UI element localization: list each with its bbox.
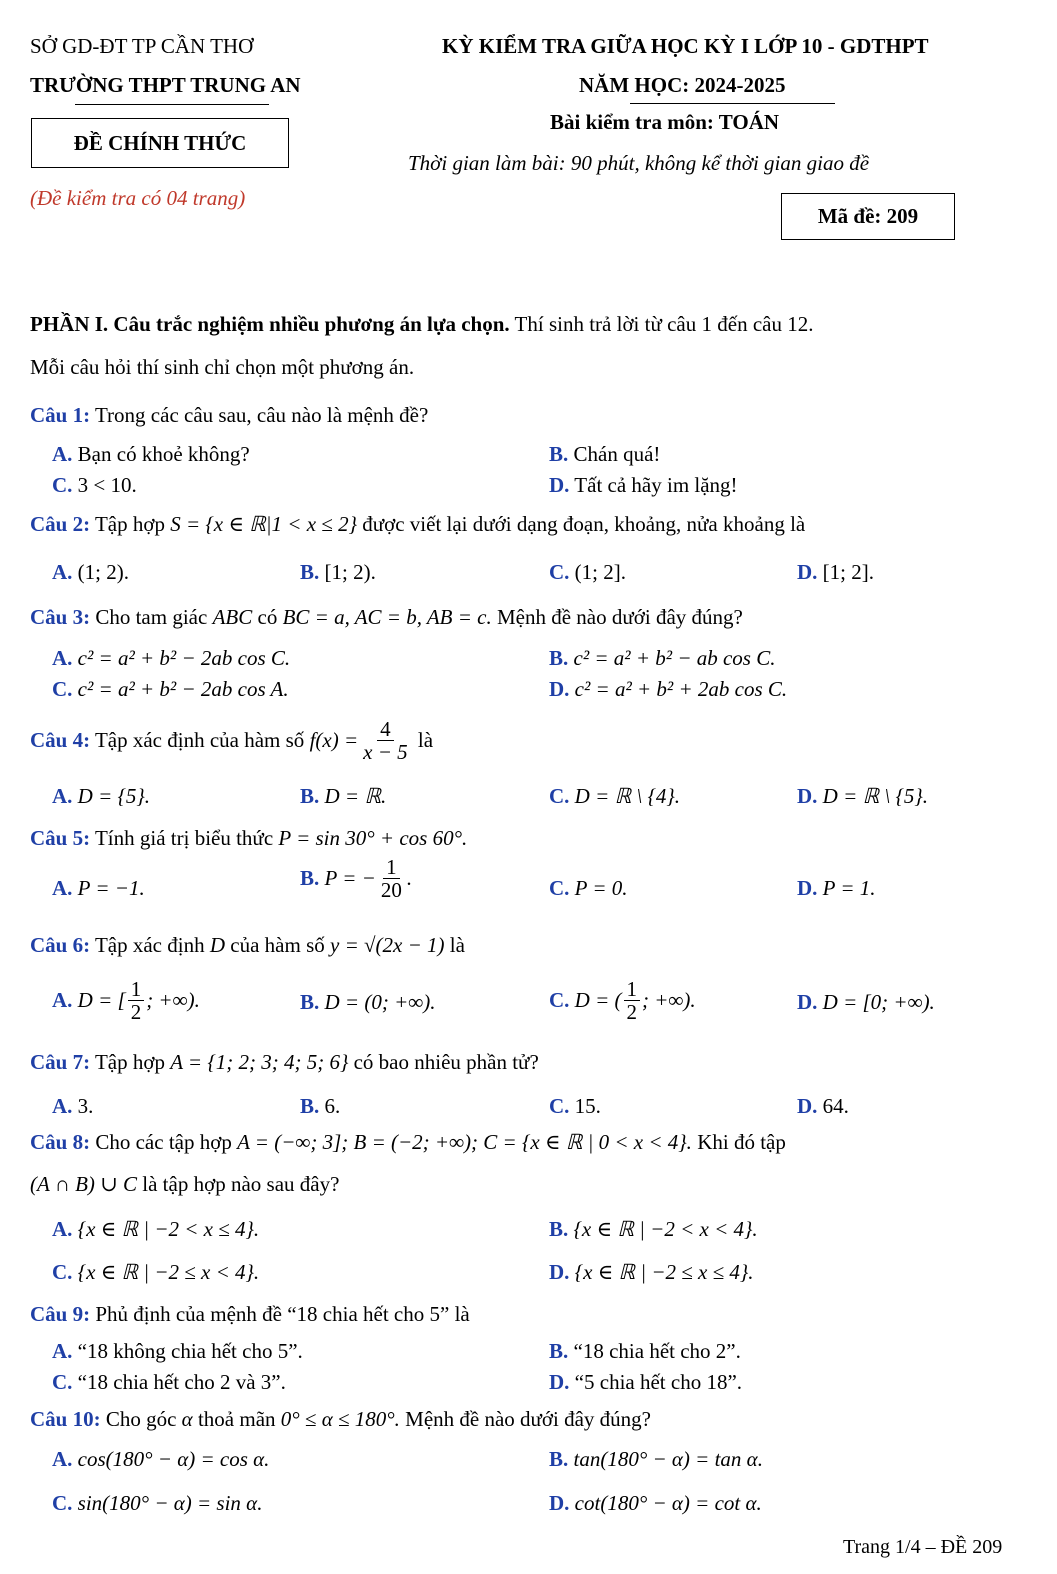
question-6: Câu 6: Tập xác định D của hàm số y = √(2x − 1) là — [30, 933, 465, 957]
q1-label: Câu 1: — [30, 403, 91, 427]
q3-option-d[interactable]: D. c² = a² + b² + 2ab cos C. — [549, 677, 788, 701]
question-10: Câu 10: Cho góc α thoả mãn 0° ≤ α ≤ 180°. Mệnh đề nào dưới đây đúng? — [30, 1407, 651, 1431]
q3-option-c[interactable]: C. c² = a² + b² − 2ab cos A. — [52, 677, 289, 701]
q5-option-d[interactable]: D. P = 1. — [797, 876, 876, 900]
q6-label: Câu 6: — [30, 933, 91, 957]
official-label: ĐỀ CHÍNH THỨC — [73, 130, 247, 155]
question-8-line-2: (A ∩ B) ∪ C là tập hợp nào sau đây? — [30, 1172, 340, 1196]
q7-option-d[interactable]: D. 64. — [797, 1094, 849, 1118]
question-3: Câu 3: Cho tam giác ABC có BC = a, AC = b, AB = c. Mệnh đề nào dưới đây đúng? — [30, 605, 743, 629]
q2-set: S = {x ∈ ℝ|1 < x ≤ 2} — [170, 512, 357, 536]
q10-option-d[interactable]: D. cot(180° − α) = cot α. — [549, 1491, 762, 1515]
q2-label: Câu 2: — [30, 512, 91, 536]
question-5: Câu 5: Tính giá trị biểu thức P = sin 30° + cos 60°. — [30, 826, 468, 850]
q2-option-a[interactable]: A. (1; 2). — [52, 560, 129, 584]
q10-option-c[interactable]: C. sin(180° − α) = sin α. — [52, 1491, 263, 1515]
q2-option-c[interactable]: C. (1; 2]. — [549, 560, 626, 584]
q9-option-a[interactable]: A. “18 không chia hết cho 5”. — [52, 1339, 303, 1363]
q4-option-b[interactable]: B. D = ℝ. — [300, 784, 387, 808]
q9-option-b[interactable]: B. “18 chia hết cho 2”. — [549, 1339, 741, 1363]
q9-label: Câu 9: — [30, 1302, 91, 1326]
question-4: Câu 4: Tập xác định của hàm số f(x) = $\frac{4}{x - 5}$ là — [30, 717, 434, 765]
q5-option-a[interactable]: A. P = −1. — [52, 876, 145, 900]
exam-code: Mã đề: 209 — [817, 204, 919, 228]
question-1 — [30, 403, 428, 428]
q6-option-b[interactable]: B. D = (0; +∞). — [300, 990, 436, 1014]
q8-option-b[interactable]: B. {x ∈ ℝ | −2 < x < 4}. — [549, 1217, 758, 1241]
q4-fraction: $\frac{4}{x - 5}$ — [363, 717, 408, 765]
q2-option-b[interactable]: B. [1; 2). — [300, 560, 376, 584]
q6-option-d[interactable]: D. D = [0; +∞). — [797, 990, 935, 1014]
page-footer: Trang 1/4 – ĐỀ 209 — [843, 1536, 1003, 1558]
q8-option-a[interactable]: A. {x ∈ ℝ | −2 < x ≤ 4}. — [52, 1217, 260, 1241]
pages-note: (Đề kiểm tra có 04 trang) — [30, 186, 246, 210]
q8-option-d[interactable]: D. {x ∈ ℝ | −2 ≤ x ≤ 4}. — [549, 1260, 754, 1284]
q4-option-a[interactable]: A. D = {5}. — [52, 784, 151, 808]
subject-line: Bài kiểm tra môn: TOÁN — [550, 110, 780, 134]
q9-option-c[interactable]: C. “18 chia hết cho 2 và 3”. — [52, 1370, 286, 1394]
time-line: Thời gian làm bài: 90 phút, không kể thời gian giao đề — [408, 151, 870, 175]
q10-option-b[interactable]: B. tan(180° − α) = tan α. — [549, 1447, 763, 1471]
q3-option-a[interactable]: A. c² = a² + b² − 2ab cos C. — [52, 646, 291, 670]
question-2: Câu 2: Tập hợp S = {x ∈ ℝ|1 < x ≤ 2} được viết lại dưới dạng đoạn, khoảng, nửa khoảng là — [30, 512, 806, 536]
q4-option-d[interactable]: D. D = ℝ \ {5}. — [797, 784, 929, 808]
q6-option-c[interactable]: C. D = ( $\frac{1}{2}$ ; +∞). — [549, 977, 696, 1025]
q7-option-a[interactable]: A. 3. — [52, 1094, 94, 1118]
exam-code-box — [781, 193, 955, 240]
school-year: NĂM HỌC: 2024-2025 — [579, 73, 786, 97]
question-9: Câu 9: Phủ định của mệnh đề “18 chia hết cho 5” là — [30, 1302, 470, 1326]
q7-option-b[interactable]: B. 6. — [300, 1094, 341, 1118]
title-underline — [630, 103, 835, 104]
q8-option-c[interactable]: C. {x ∈ ℝ | −2 ≤ x < 4}. — [52, 1260, 260, 1284]
q1-option-a[interactable]: A. Bạn có khoẻ không? — [52, 442, 250, 466]
section-instruction-2: Mỗi câu hỏi thí sinh chỉ chọn một phương án. — [30, 355, 415, 379]
section-title: PHẦN I. Câu trắc nghiệm nhiều phương án lựa chọn. — [30, 312, 510, 336]
question-7: Câu 7: Tập hợp A = {1; 2; 3; 4; 5; 6} có bao nhiêu phần tử? — [30, 1050, 539, 1074]
q10-option-a[interactable]: A. cos(180° − α) = cos α. — [52, 1447, 270, 1471]
q5-label: Câu 5: — [30, 826, 91, 850]
school-name: TRƯỜNG THPT TRUNG AN — [30, 73, 301, 97]
q6-option-a[interactable]: A. D = [ $\frac{1}{2}$ ; +∞). — [52, 977, 200, 1025]
q1-option-b[interactable]: B. Chán quá! — [549, 442, 661, 466]
official-box — [31, 118, 289, 168]
q3-label: Câu 3: — [30, 605, 91, 629]
question-8: Câu 8: Cho các tập hợp A = (−∞; 3]; B = (−2; +∞); C = {x ∈ ℝ | 0 < x < 4}. Khi đó tập — [30, 1130, 786, 1154]
q2-option-d[interactable]: D. [1; 2]. — [797, 560, 874, 584]
q4-option-c[interactable]: C. D = ℝ \ {4}. — [549, 784, 681, 808]
q10-label: Câu 10: — [30, 1407, 101, 1431]
q1-option-c[interactable]: C. 3 < 10. — [52, 473, 137, 497]
department-name: SỞ GD-ĐT TP CẦN THƠ — [30, 34, 254, 58]
q9-option-d[interactable]: D. “5 chia hết cho 18”. — [549, 1370, 743, 1394]
q1-option-d[interactable]: D. Tất cả hãy im lặng! — [549, 473, 738, 497]
exam-title: KỲ KIỂM TRA GIỮA HỌC KỲ I LỚP 10 - GDTHPT — [442, 34, 929, 58]
school-underline — [75, 104, 269, 105]
q5-option-c[interactable]: C. P = 0. — [549, 876, 628, 900]
q5-option-b[interactable]: B. P = − $\frac{1}{20}$ . — [300, 855, 413, 903]
section-instruction: Thí sinh trả lời từ câu 1 đến câu 12. — [509, 312, 814, 336]
q4-label: Câu 4: — [30, 728, 91, 753]
q7-label: Câu 7: — [30, 1050, 91, 1074]
q8-label: Câu 8: — [30, 1130, 91, 1154]
q7-option-c[interactable]: C. 15. — [549, 1094, 601, 1118]
q1-text: Trong các câu sau, câu nào là mệnh đề? — [90, 403, 429, 427]
section-title-line — [30, 312, 813, 337]
q3-option-b[interactable]: B. c² = a² + b² − ab cos C. — [549, 646, 776, 670]
